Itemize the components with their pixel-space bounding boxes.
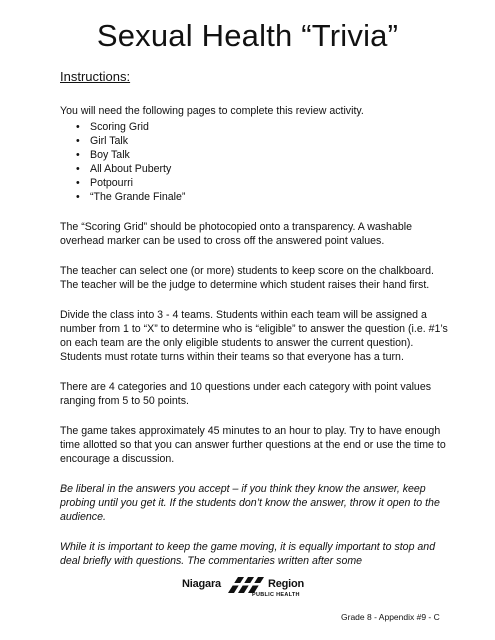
scorekeeper-paragraph: The teacher can select one (or more) students to keep score on the chalkboard. The teacher will be the judge to determine which student raises their hand first. <box>60 265 434 291</box>
logo-left-text: Niagara <box>182 578 221 590</box>
bullet-icon: • <box>76 149 80 161</box>
pacing-paragraph: While it is important to keep the game moving, it is equally important to stop and deal briefly with questions. The commentaries written after some <box>60 541 436 567</box>
teams-paragraph: Divide the class into 3 - 4 teams. Students within each team will be assigned a number from 1 to “X” to determine who is “eligible” to answer the question (i.e. #1’s on each team are the only eligible students to answer the current question). Students must rotate turns within their teams so that everyone has a turn. <box>60 309 448 363</box>
page-reference: Grade 8 - Appendix #9 - C <box>341 612 440 622</box>
list-item: • Scoring Grid <box>76 121 149 133</box>
logo-right-text: Region <box>268 578 305 590</box>
bullet-icon: • <box>76 163 80 175</box>
list-item: • Potpourri <box>76 177 133 189</box>
list-item: • Boy Talk <box>76 149 130 161</box>
scoring-grid-paragraph: The “Scoring Grid” should be photocopied onto a transparency. A washable overhead marker can be used to cross off the answered point values. <box>60 221 412 247</box>
intro-paragraph: You will need the following pages to complete this review activity. <box>60 105 364 117</box>
instructions-body <box>60 104 450 584</box>
niagara-region-logo <box>182 577 332 601</box>
list-item: • Girl Talk <box>76 135 129 147</box>
categories-paragraph: There are 4 categories and 10 questions under each category with point values ranging from 5 to 50 points. <box>60 381 432 407</box>
instructions-heading: Instructions: <box>60 69 131 84</box>
answer-tips-paragraph: Be liberal in the answers you accept – if you think they know the answer, keep probing until you get it. If the students don’t know the answer, throw it open to the audience. <box>60 483 440 523</box>
bullet-icon: • <box>76 191 80 203</box>
region-mark-icon <box>228 577 266 593</box>
bullet-icon: • <box>76 121 80 133</box>
list-item: • “The Grande Finale” <box>76 191 186 203</box>
bullet-icon: • <box>76 177 80 189</box>
bullet-icon: • <box>76 135 80 147</box>
logo-subtitle: PUBLIC HEALTH <box>252 592 300 598</box>
page-title: Sexual Health “Trivia” <box>96 18 399 53</box>
duration-paragraph: The game takes approximately 45 minutes to an hour to play. Try to have enough time allotted so that you can answer further questions at the end or use the time to encourage a discussion. <box>60 425 446 465</box>
required-pages-list <box>60 120 450 204</box>
list-item: • All About Puberty <box>76 163 172 175</box>
